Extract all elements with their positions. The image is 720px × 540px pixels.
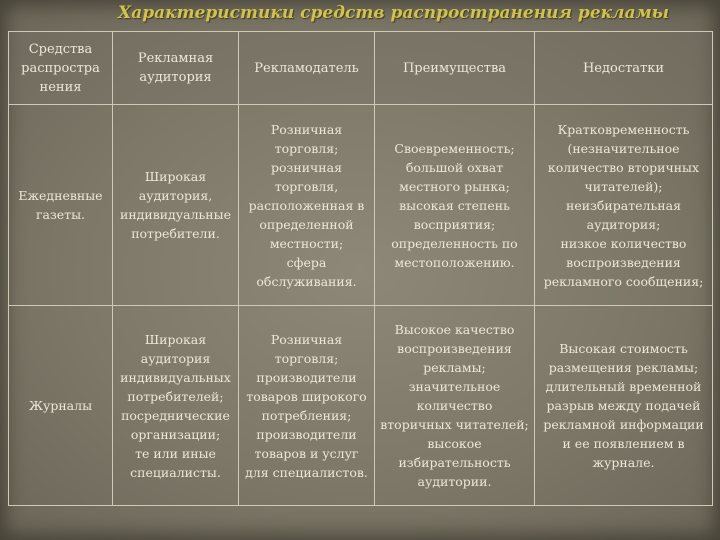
table-row-magazines — [9, 306, 713, 506]
cell-line: аудитории. — [417, 474, 492, 489]
cell-line: индивидуальных — [120, 369, 231, 385]
cell-line: восприятия; — [413, 216, 496, 232]
cell-line: разрыв между подачей — [546, 398, 701, 413]
cell-line: высокое — [427, 436, 482, 451]
cell-line: аудитория, — [138, 188, 213, 203]
cell-line: избирательность — [398, 455, 511, 470]
cell-line: Высокое качество — [394, 322, 515, 337]
cell-line: производители — [256, 369, 357, 385]
cell-line: местоположению. — [394, 254, 515, 270]
cell-line: для специалистов. — [245, 464, 368, 480]
cell-line: вторичных читателей; — [380, 417, 529, 432]
cell-line: количество — [416, 398, 493, 413]
cell-line: значительное — [408, 379, 501, 394]
cell-line: местного рынка; — [399, 178, 510, 194]
cell-line: аудитория — [140, 350, 211, 366]
cell-line: рекламного сообщения; — [543, 273, 704, 289]
cell-line: и ее появлением в — [562, 436, 685, 451]
table-header-row — [9, 32, 713, 105]
cell-line: размещения рекламы; — [548, 360, 699, 375]
cell-line: торговля; — [274, 140, 339, 156]
cell-line: сфера — [286, 254, 327, 270]
cell-line: воспроизведения — [566, 254, 681, 270]
cell-audience — [113, 105, 239, 306]
cell-disadvantages — [535, 306, 713, 506]
cell-line: расположенная в — [248, 197, 365, 213]
cell-line: товаров широкого — [246, 388, 367, 404]
cell-line: Розничная — [270, 331, 343, 347]
cell-line: посреднические — [121, 407, 230, 423]
cell-line: потребления; — [261, 407, 352, 423]
cell-line: те или иные — [135, 445, 216, 461]
cell-line: потребители. — [131, 226, 220, 241]
cell-advertiser — [239, 105, 375, 306]
cell-line: Широкая — [144, 331, 207, 347]
cell-line: местности; — [269, 235, 344, 251]
cell-line: высокая степень — [399, 197, 510, 213]
cell-line: розничная — [271, 159, 342, 175]
cell-line: большой охват — [405, 159, 504, 175]
cell-line: читателей); — [584, 178, 663, 194]
cell-advertiser — [239, 306, 375, 506]
table-row-newspapers — [9, 105, 713, 306]
cell-line: низкое количество — [560, 235, 687, 251]
slide-title: Характеристики средств распространения рекламы — [118, 3, 670, 23]
cell-line: Кратковременность — [557, 121, 690, 137]
cell-line: торговля; — [274, 350, 339, 366]
cell-line: Розничная — [270, 121, 343, 137]
cell-line: торговля, — [274, 178, 339, 194]
cell-line: специалисты. — [130, 464, 221, 480]
cell-line: определенной — [259, 216, 354, 232]
cell-line: (незначительное — [567, 140, 680, 156]
cell-line: воспроизведения — [397, 341, 512, 356]
cell-line: организации; — [130, 426, 221, 442]
cell-line: товаров и услуг — [254, 445, 359, 461]
cell-line: Высокая стоимость — [559, 341, 688, 356]
cell-advantages — [375, 306, 535, 506]
cell-line: неизбирательная — [566, 197, 681, 213]
cell-advantages — [375, 105, 535, 306]
cell-line: количество вторичных — [547, 159, 700, 175]
cell-line: рекламы; — [423, 360, 486, 375]
cell-line: Широкая — [144, 169, 207, 184]
header-disadvantages: Недостатки — [535, 32, 713, 105]
cell-line: аудитория; — [586, 216, 661, 232]
cell-line: Своевременность; — [394, 140, 515, 156]
cell-line: определенность по — [391, 235, 518, 251]
cell-line: потребителей; — [127, 388, 224, 404]
header-advertiser: Рекламодатель — [239, 32, 375, 105]
cell-line: длительный временной — [545, 379, 702, 394]
header-audience: Рекламная аудитория — [113, 32, 239, 105]
header-medium: Средства распростра нения — [9, 32, 113, 105]
cell-medium: Ежедневные газеты. — [9, 105, 113, 306]
cell-line: индивидуальные — [120, 207, 231, 222]
cell-line: журнале. — [592, 455, 655, 470]
cell-disadvantages — [535, 105, 713, 306]
cell-medium: Журналы — [9, 306, 113, 506]
cell-line: производители — [256, 426, 357, 442]
cell-line: рекламной информации — [543, 417, 704, 432]
cell-audience — [113, 306, 239, 506]
advertising-media-table — [8, 31, 713, 506]
cell-line: обслуживания. — [256, 273, 357, 289]
header-advantages: Преимущества — [375, 32, 535, 105]
